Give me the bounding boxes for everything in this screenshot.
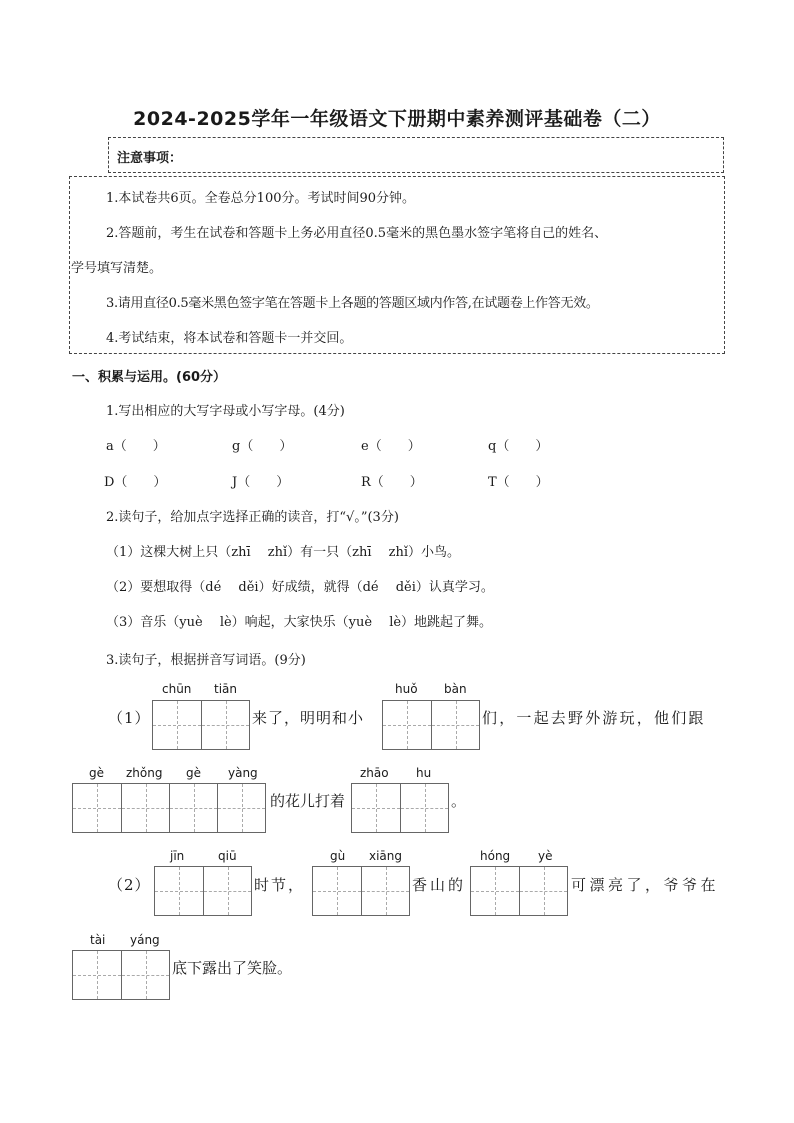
q3-p2-text-3: 可漂亮了，爷爷在 [571, 876, 720, 894]
q1-item-R[interactable]: R（ ） [361, 475, 423, 490]
pinyin-jin: jīn [170, 849, 185, 863]
q1-item-T[interactable]: T（ ） [488, 475, 549, 490]
writing-box-gezhonggeyang[interactable] [72, 783, 266, 833]
pinyin-chun: chūn [162, 682, 192, 696]
pinyin-hong: hóng [480, 849, 511, 863]
notice-line-4: 4.考试结束，将本试卷和答题卡一并交回。 [106, 331, 353, 346]
q1-prompt: 1.写出相应的大写字母或小写字母。(4分) [106, 404, 345, 419]
q3-p2-text-4: 底下露出了笑脸。 [172, 959, 293, 977]
q1-item-J[interactable]: J（ ） [232, 475, 290, 490]
pinyin-yang: yàng [228, 766, 258, 780]
q1-item-a[interactable]: a（ ） [106, 439, 166, 454]
pinyin-ge-1: gè [89, 766, 104, 780]
q3-p1-text-1: 来了，明明和小 [252, 709, 365, 727]
writing-box-huoban[interactable] [382, 700, 480, 750]
q3-p2-text-2: 香山的 [412, 876, 467, 894]
q3-p1-text-3: 的花儿打着 [270, 792, 346, 810]
q1-item-D[interactable]: D（ ） [104, 475, 167, 490]
pinyin-ye: yè [538, 849, 553, 863]
pinyin-tian: tiān [214, 682, 237, 696]
pinyin-zhong: zhǒng [126, 766, 163, 780]
q3-prompt: 3.读句子，根据拼音写词语。(9分) [106, 653, 306, 668]
pinyin-zhao: zhāo [360, 766, 389, 780]
notice-line-2b: 学号填写清楚。 [71, 261, 163, 276]
writing-box-zhaohu[interactable] [351, 783, 449, 833]
pinyin-xiang: xiāng [369, 849, 403, 863]
pinyin-gu: gù [330, 849, 346, 863]
pinyin-tai: tài [90, 933, 106, 947]
pinyin-huo: huǒ [395, 682, 418, 696]
page-title: 2024-2025学年一年级语文下册期中素养测评基础卷（二） [133, 108, 661, 130]
notice-line-1: 1.本试卷共6页。全卷总分100分。考试时间90分钟。 [106, 191, 416, 206]
notice-heading: 注意事项： [117, 151, 183, 166]
q3-p2-label: （2） [108, 876, 151, 894]
q2-sentence-2: （2）要想取得（dé děi）好成绩，就得（dé děi）认真学习。 [106, 580, 494, 595]
writing-box-guxiang[interactable] [312, 866, 410, 916]
section-1-heading: 一、积累与运用。(60分） [72, 370, 227, 385]
writing-box-taiyang[interactable] [72, 950, 170, 1000]
pinyin-qiu: qiū [218, 849, 237, 863]
pinyin-yang-2: yáng [130, 933, 160, 947]
q3-p1-label: （1） [108, 709, 151, 727]
q2-prompt: 2.读句子，给加点字选择正确的读音，打“√。”(3分) [106, 510, 399, 525]
q3-p1-text-2: 们，一起去野外游玩，他们跟 [482, 709, 706, 727]
q3-p2-text-1: 时节， [254, 876, 306, 894]
notice-heading-box [108, 137, 724, 173]
writing-box-jinqiu[interactable] [154, 866, 252, 916]
notice-line-2a: 2.答题前，考生在试卷和答题卡上务必用直径0.5毫米的黑色墨水签字笔将自己的姓名、 [106, 226, 608, 241]
q1-item-g[interactable]: g（ ） [232, 439, 293, 454]
notice-line-3: 3.请用直径0.5毫米黑色签字笔在答题卡上各题的答题区域内作答,在试题卷上作答无效。 [106, 296, 599, 311]
q1-item-q[interactable]: q（ ） [488, 439, 549, 454]
writing-box-chuntian[interactable] [152, 700, 250, 750]
q3-p1-text-4: 。 [451, 792, 468, 810]
q1-item-e[interactable]: e（ ） [361, 439, 421, 454]
pinyin-ban: bàn [444, 682, 467, 696]
q2-sentence-1: （1）这棵大树上只（zhī zhǐ）有一只（zhī zhǐ）小鸟。 [106, 545, 461, 560]
pinyin-ge-2: gè [186, 766, 201, 780]
writing-box-hongye[interactable] [470, 866, 568, 916]
pinyin-hu: hu [416, 766, 432, 780]
q2-sentence-3: （3）音乐（yuè lè）响起，大家快乐（yuè lè）地跳起了舞。 [106, 615, 493, 630]
